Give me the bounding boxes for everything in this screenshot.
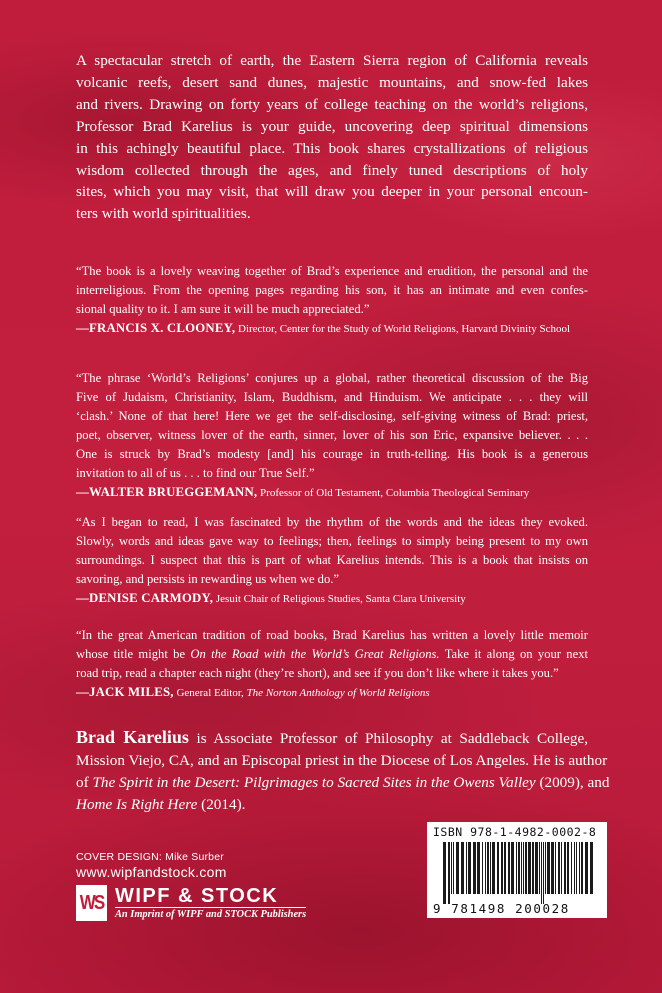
quote-line (76, 388, 588, 407)
barcode-bar (581, 842, 583, 894)
quote-line (76, 281, 588, 300)
barcode-bar (555, 842, 556, 894)
text-run: of (76, 774, 93, 791)
text-run: road trip, read a chapter each night (they’re short), and see if you don’t like where it takes you.” (76, 666, 559, 680)
barcode-bar (466, 842, 467, 894)
barcode-bar (451, 842, 452, 894)
endorser-name: —JACK MILES, (76, 685, 174, 699)
endorser-affiliation: Director, Center for the Study of World Religions, Harvard Divinity School (235, 323, 571, 335)
text-run: One is struck by Brad’s modesty [and] his courage in truth-telling. His book is a generous (76, 447, 588, 461)
barcode-bar (485, 842, 486, 894)
barcode-bar (590, 842, 593, 894)
bio-line (76, 726, 588, 750)
text-run: “The phrase ‘World’s Religions’ conjures up a global, rather theoretical discussion of the Big (76, 371, 588, 385)
text-run: Brad Karelius (76, 727, 189, 747)
quote-attribution (76, 589, 588, 609)
barcode-bar (541, 842, 542, 904)
text-run: “The book is a lovely weaving together of Brad’s experience and erudition, the personal and the (76, 264, 588, 278)
text-run: and rivers. Drawing on forty years of college teaching on the world’s religions, (76, 95, 588, 113)
description-line (76, 50, 588, 72)
barcode-bar (453, 842, 454, 894)
barcode-bar (443, 842, 446, 904)
endorsement-quote (76, 626, 588, 703)
barcode-bar (579, 842, 580, 894)
bio-line (76, 794, 588, 816)
isbn-barcode (427, 822, 607, 918)
bio-line (76, 750, 608, 772)
quote-line (76, 551, 588, 570)
barcode-bars-icon (433, 842, 601, 904)
barcode-bar (571, 842, 572, 894)
barcode-bar (516, 842, 517, 894)
barcode-bar (473, 842, 476, 894)
barcode-bar (539, 842, 540, 894)
quote-line (76, 369, 588, 388)
description-line (76, 94, 588, 116)
barcode-bar (487, 842, 489, 894)
barcode-bar (567, 842, 569, 894)
barcode-bar (574, 842, 575, 894)
barcode-bar (576, 842, 577, 894)
barcode-bar (477, 842, 480, 894)
author-bio (76, 726, 610, 816)
quote-line (76, 300, 588, 319)
text-run: sites, which you may visit, that will draw you deeper in your personal encoun- (76, 183, 588, 201)
barcode-bar (564, 842, 566, 894)
text-run: Home Is Right Here (76, 796, 198, 813)
quote-line (76, 262, 588, 281)
quote-line (76, 407, 588, 426)
barcode-bar (561, 842, 562, 894)
text-run: whose title might be (76, 647, 191, 661)
barcode-bar (523, 842, 524, 894)
description-line (76, 203, 588, 225)
barcode-bar (492, 842, 495, 894)
text-run: wisdom collected through the ages, and finely tuned descriptions of holy (76, 161, 588, 179)
publisher-name: WIPF & STOCK (115, 886, 306, 908)
quote-attribution (76, 483, 588, 503)
barcode-bar (448, 842, 450, 904)
cover-design-credit: COVER DESIGN: Mike Surber (76, 851, 224, 863)
text-run: Five of Judaism, Christianity, Islam, Buddhism, and Hinduism. We anticipate . . . they will (76, 390, 588, 404)
text-run: in this achingly beautiful place. This book shares crystallizations of religious (76, 139, 588, 157)
endorsement-quote (76, 513, 588, 609)
text-run: Mission Viejo, CA, and an Episcopal priest in the Diocese of Los Angeles. He is author (76, 752, 608, 769)
text-run: (2009), and (535, 774, 610, 791)
text-run: is Associate Professor of Philosophy at Saddleback College, (188, 730, 588, 747)
quote-line (76, 664, 588, 683)
description-line (76, 138, 588, 160)
text-run: volcanic reefs, desert sand dunes, majestic mountains, and snow-fed lakes (76, 73, 588, 91)
endorser-affiliation: Jesuit Chair of Religious Studies, Santa Clara University (213, 593, 466, 605)
barcode-bar (497, 842, 499, 894)
quote-line (76, 532, 588, 551)
publisher-url: www.wipfandstock.com (76, 864, 227, 880)
barcode-bar (504, 842, 506, 894)
endorser-name: —WALTER BRUEGGEMANN, (76, 485, 258, 499)
barcode-bar (482, 842, 483, 894)
quote-line (76, 626, 588, 645)
barcode-bar (545, 842, 546, 894)
isbn-text: ISBN 978-1-4982-0002-8 (433, 825, 597, 839)
ws-logo-icon: WS (76, 885, 107, 921)
quote-line (76, 570, 588, 589)
text-run: savoring, and persists in rewarding us when we do.” (76, 572, 340, 586)
barcode-bar (558, 842, 560, 894)
description-line (76, 181, 588, 203)
barcode-bar (525, 842, 527, 894)
barcode-digits: 9 781498 200028 (433, 901, 570, 916)
credits (76, 851, 227, 880)
text-run: A spectacular stretch of earth, the Eastern Sierra region of California reveals (76, 52, 588, 69)
endorser-name: —DENISE CARMODY, (76, 591, 214, 605)
barcode-bar (547, 842, 550, 894)
barcode-bar (511, 842, 514, 894)
description-line (76, 160, 588, 182)
description-line (76, 72, 588, 94)
text-run: surroundings. I suspect that this is part of what Karelius intends. This is a book that insists on (76, 553, 588, 567)
text-run: ters with world spiritualities. (76, 205, 251, 223)
endorser-affiliation: The Norton Anthology of World Religions (246, 687, 430, 699)
endorser-name: —FRANCIS X. CLOONEY, (76, 321, 236, 335)
endorser-affiliation: General Editor, (173, 687, 247, 699)
quote-attribution (76, 319, 588, 339)
barcode-bar (468, 842, 471, 894)
text-run: The Spirit in the Desert: Pilgrimages to Sacred Sites in the Owens Valley (92, 774, 536, 791)
text-run: Slowly, words and ideas gave way to feelings; then, feelings to simply being present to my own (76, 534, 588, 548)
barcode-bar (585, 842, 588, 894)
barcode-bar (528, 842, 531, 894)
barcode-bar (535, 842, 538, 894)
text-run: (2014). (197, 796, 246, 813)
quote-line (76, 426, 588, 445)
text-run: ‘clash.’ None of that here! Here we get the self-disclosing, self-giving witness of Brad: priest, (76, 409, 588, 423)
text-run: On the Road with the World’s Great Religions. (190, 647, 440, 661)
quote-line (76, 464, 588, 483)
text-run: “As I began to read, I was fascinated by the rhythm of the words and the ideas they evoked. (76, 515, 588, 529)
publisher-tagline: An Imprint of WIPF and STOCK Publishers (115, 909, 307, 920)
barcode-bar (508, 842, 510, 894)
text-run: sional quality to it. I am sure it will be much appreciated.” (76, 302, 370, 316)
publisher-logo (76, 886, 306, 920)
quote-attribution (76, 683, 588, 703)
quote-line (76, 513, 588, 532)
barcode-bar (490, 842, 491, 894)
barcode-bar (521, 842, 522, 894)
description-line (76, 116, 588, 138)
text-run: Take it along on your next (439, 647, 588, 661)
quote-line (76, 645, 588, 664)
barcode-bar (501, 842, 503, 894)
endorsement-quote (76, 262, 588, 339)
barcode-bar (518, 842, 520, 894)
text-run: interreligious. From the opening pages regarding his son, it has an intimate and even confes- (76, 283, 588, 297)
barcode-bar (456, 842, 459, 894)
endorser-affiliation: Professor of Old Testament, Columbia Theological Seminary (257, 487, 530, 499)
barcode-bar (551, 842, 554, 894)
barcode-bar (543, 842, 544, 904)
text-run: invitation to all of us . . . to find our True Self.” (76, 466, 315, 480)
endorsement-quote (76, 369, 588, 503)
book-description (76, 50, 588, 225)
text-run: Professor Brad Karelius is your guide, uncovering deep spiritual dimensions (76, 117, 588, 135)
bio-line (76, 772, 610, 794)
barcode-bar (532, 842, 534, 894)
quote-line (76, 445, 588, 464)
text-run: “In the great American tradition of road books, Brad Karelius has written a lovely little memoir (76, 628, 588, 642)
barcode-bar (461, 842, 464, 894)
text-run: poet, observer, witness lover of the earth, sinner, lover of his son Eric, expansive believer. . . . (76, 428, 588, 442)
